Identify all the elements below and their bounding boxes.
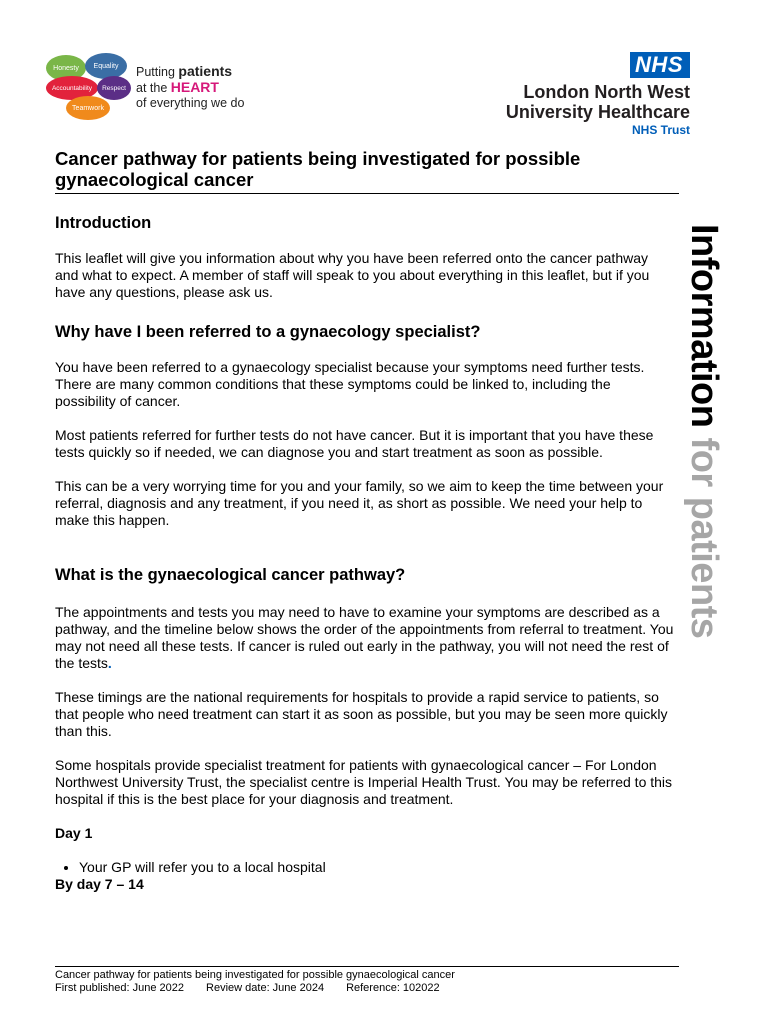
- leaflet-body: [55, 213, 675, 893]
- day1-bullet: • Your GP will refer you to a local hospital: [79, 859, 675, 876]
- footer-reference: Reference: 102022: [346, 982, 440, 994]
- day7-heading: By day 7 – 14: [55, 876, 144, 892]
- trust-name-line1: London North West: [523, 82, 690, 102]
- value-respect: Respect: [102, 85, 126, 92]
- intro-paragraph: This leaflet will give you information about why you have been referred onto the cancer pathway and what to expect. A member of staff will speak to you about everything in this leaflet, but if you have any questions, please ask us.: [55, 250, 650, 300]
- footer-published: First published: June 2022: [55, 982, 185, 994]
- footer-title: Cancer pathway for patients being investigated for possible gynaecological cancer: [55, 969, 455, 981]
- footer-review: Review date: June 2024: [206, 982, 325, 994]
- pathway-paragraph-3: Some hospitals provide specialist treatment for patients with gynaecological cancer – For London Northwest University Trust, the specialist centre is Imperial Health Trust. You may be referred to this hospital if this is the best place for your diagnosis and treatment.: [55, 757, 673, 807]
- trust-subtitle: NHS Trust: [631, 123, 690, 137]
- value-honesty: Honesty: [53, 65, 79, 72]
- information-for-patients-banner: [684, 224, 724, 714]
- why-paragraph-1: You have been referred to a gynaecology specialist because your symptoms need further tests. There are many common conditions that these symptoms could be linked to, including the possibility of cancer.: [55, 359, 645, 409]
- footer-meta: [55, 982, 679, 995]
- day1-list: [55, 859, 675, 876]
- value-teamwork: Teamwork: [72, 105, 104, 112]
- why-heading: Why have I been referred to a gynaecology specialist?: [55, 323, 481, 341]
- banner-word-information: Information: [683, 224, 725, 428]
- trust-name-line2: University Healthcare: [505, 102, 690, 122]
- day1-heading: Day 1: [55, 825, 93, 841]
- why-paragraph-3: This can be a very worrying time for you and your family, so we aim to keep the time between your referral, diagnosis and any treatment, if you need it, as short as possible. We need your help to make this happen.: [55, 478, 664, 528]
- pathway-paragraph-2: These timings are the national requirements for hospitals to provide a rapid service to patients, so that people who need treatment can start it as soon as possible, but you may be seen more quickly than this.: [55, 689, 668, 739]
- banner-word-for-patients: for patients: [683, 427, 725, 639]
- intro-heading: Introduction: [55, 214, 152, 232]
- trust-values-logo: [44, 50, 134, 122]
- values-tagline: Putting patients at the HEART of everything we do: [136, 63, 245, 110]
- pathway-heading: What is the gynaecological cancer pathway?: [55, 566, 406, 584]
- value-accountability: Accountability: [51, 85, 93, 92]
- document-title: Cancer pathway for patients being investigated for possible gynaecological cancer: [55, 148, 679, 194]
- page-footer: [55, 966, 679, 995]
- nhs-trust-logo: [506, 52, 690, 138]
- why-paragraph-2: Most patients referred for further tests do not have cancer. But it is important that you have these tests quickly so if needed, we can diagnose you and start treatment as soon as possible.: [55, 427, 654, 460]
- nhs-logo-box: NHS: [630, 52, 690, 78]
- pathway-paragraph-1: The appointments and tests you may need to have to examine your symptoms are described as a pathway, and the timeline below shows the order of the appointments from referral to treatment. You may not need all these tests. If cancer is ruled out early in the pathway, you will not need the rest of the tests.: [55, 604, 674, 671]
- value-equality: Equality: [93, 63, 119, 70]
